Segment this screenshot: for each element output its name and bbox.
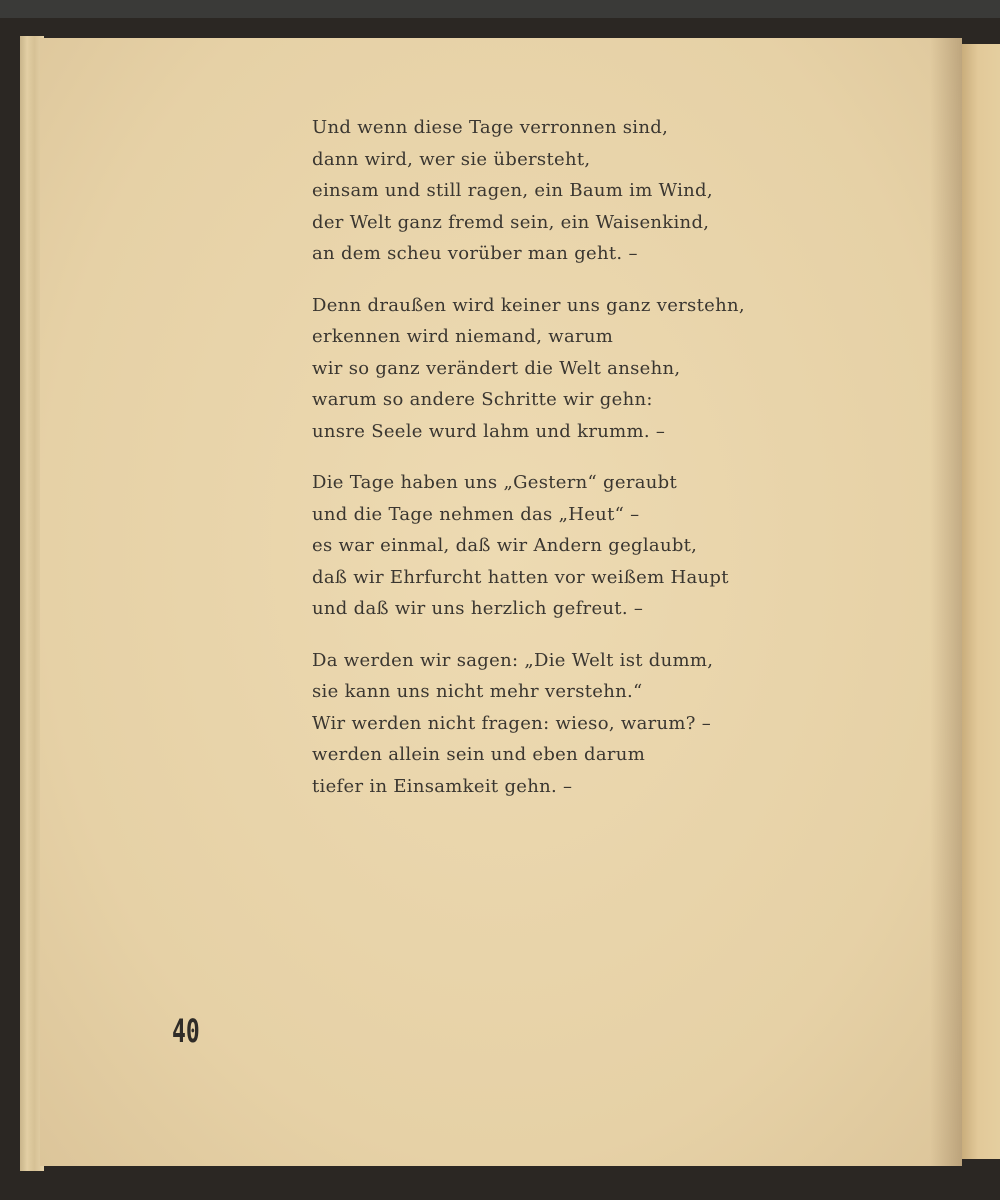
page-number: 40 <box>172 1012 200 1050</box>
poem-line: an dem scheu vorüber man geht. – <box>312 243 638 264</box>
stanza-4 <box>312 645 745 803</box>
poem-line: Da werden wir sagen: „Die Welt ist dumm, <box>312 649 714 671</box>
poem-line: daß wir Ehrfurcht hatten vor weißem Haupt <box>312 566 729 588</box>
stanza-3 <box>312 467 745 625</box>
stanza-1 <box>312 112 745 270</box>
poem-line: einsam und still ragen, ein Baum im Wind, <box>312 180 713 201</box>
poem-line: und daß wir uns herzlich gefreut. – <box>312 598 644 619</box>
scanner-background <box>0 0 1000 18</box>
poem-line: erkennen wird niemand, warum <box>312 326 614 347</box>
poem-line: und die Tage nehmen das „Heut“ – <box>312 503 640 525</box>
book-gutter-shadow <box>930 38 962 1166</box>
facing-page-edge <box>962 44 1000 1159</box>
poem <box>312 112 745 822</box>
poem-line: wir so ganz verändert die Welt ansehn, <box>312 357 681 379</box>
poem-line: Die Tage haben uns „Gestern“ geraubt <box>312 472 678 493</box>
poem-line: warum so andere Schritte wir gehn: <box>312 389 653 410</box>
poem-line: der Welt ganz fremd sein, ein Waisenkind, <box>312 211 710 233</box>
stanza-2 <box>312 290 745 448</box>
poem-line: werden allein sein und eben darum <box>312 744 646 765</box>
poem-line: dann wird, wer sie übersteht, <box>312 148 591 170</box>
poem-line: es war einmal, daß wir Andern geglaubt, <box>312 535 698 556</box>
poem-line: tiefer in Einsamkeit gehn. – <box>312 775 573 797</box>
poem-line: Und wenn diese Tage verronnen sind, <box>312 117 669 138</box>
poem-line: Denn draußen wird keiner uns ganz verstehn, <box>312 294 745 316</box>
poem-line: Wir werden nicht fragen: wieso, warum? – <box>312 712 712 734</box>
poem-line: unsre Seele wurd lahm und krumm. – <box>312 420 666 442</box>
poem-line: sie kann uns nicht mehr verstehn.“ <box>312 681 643 702</box>
